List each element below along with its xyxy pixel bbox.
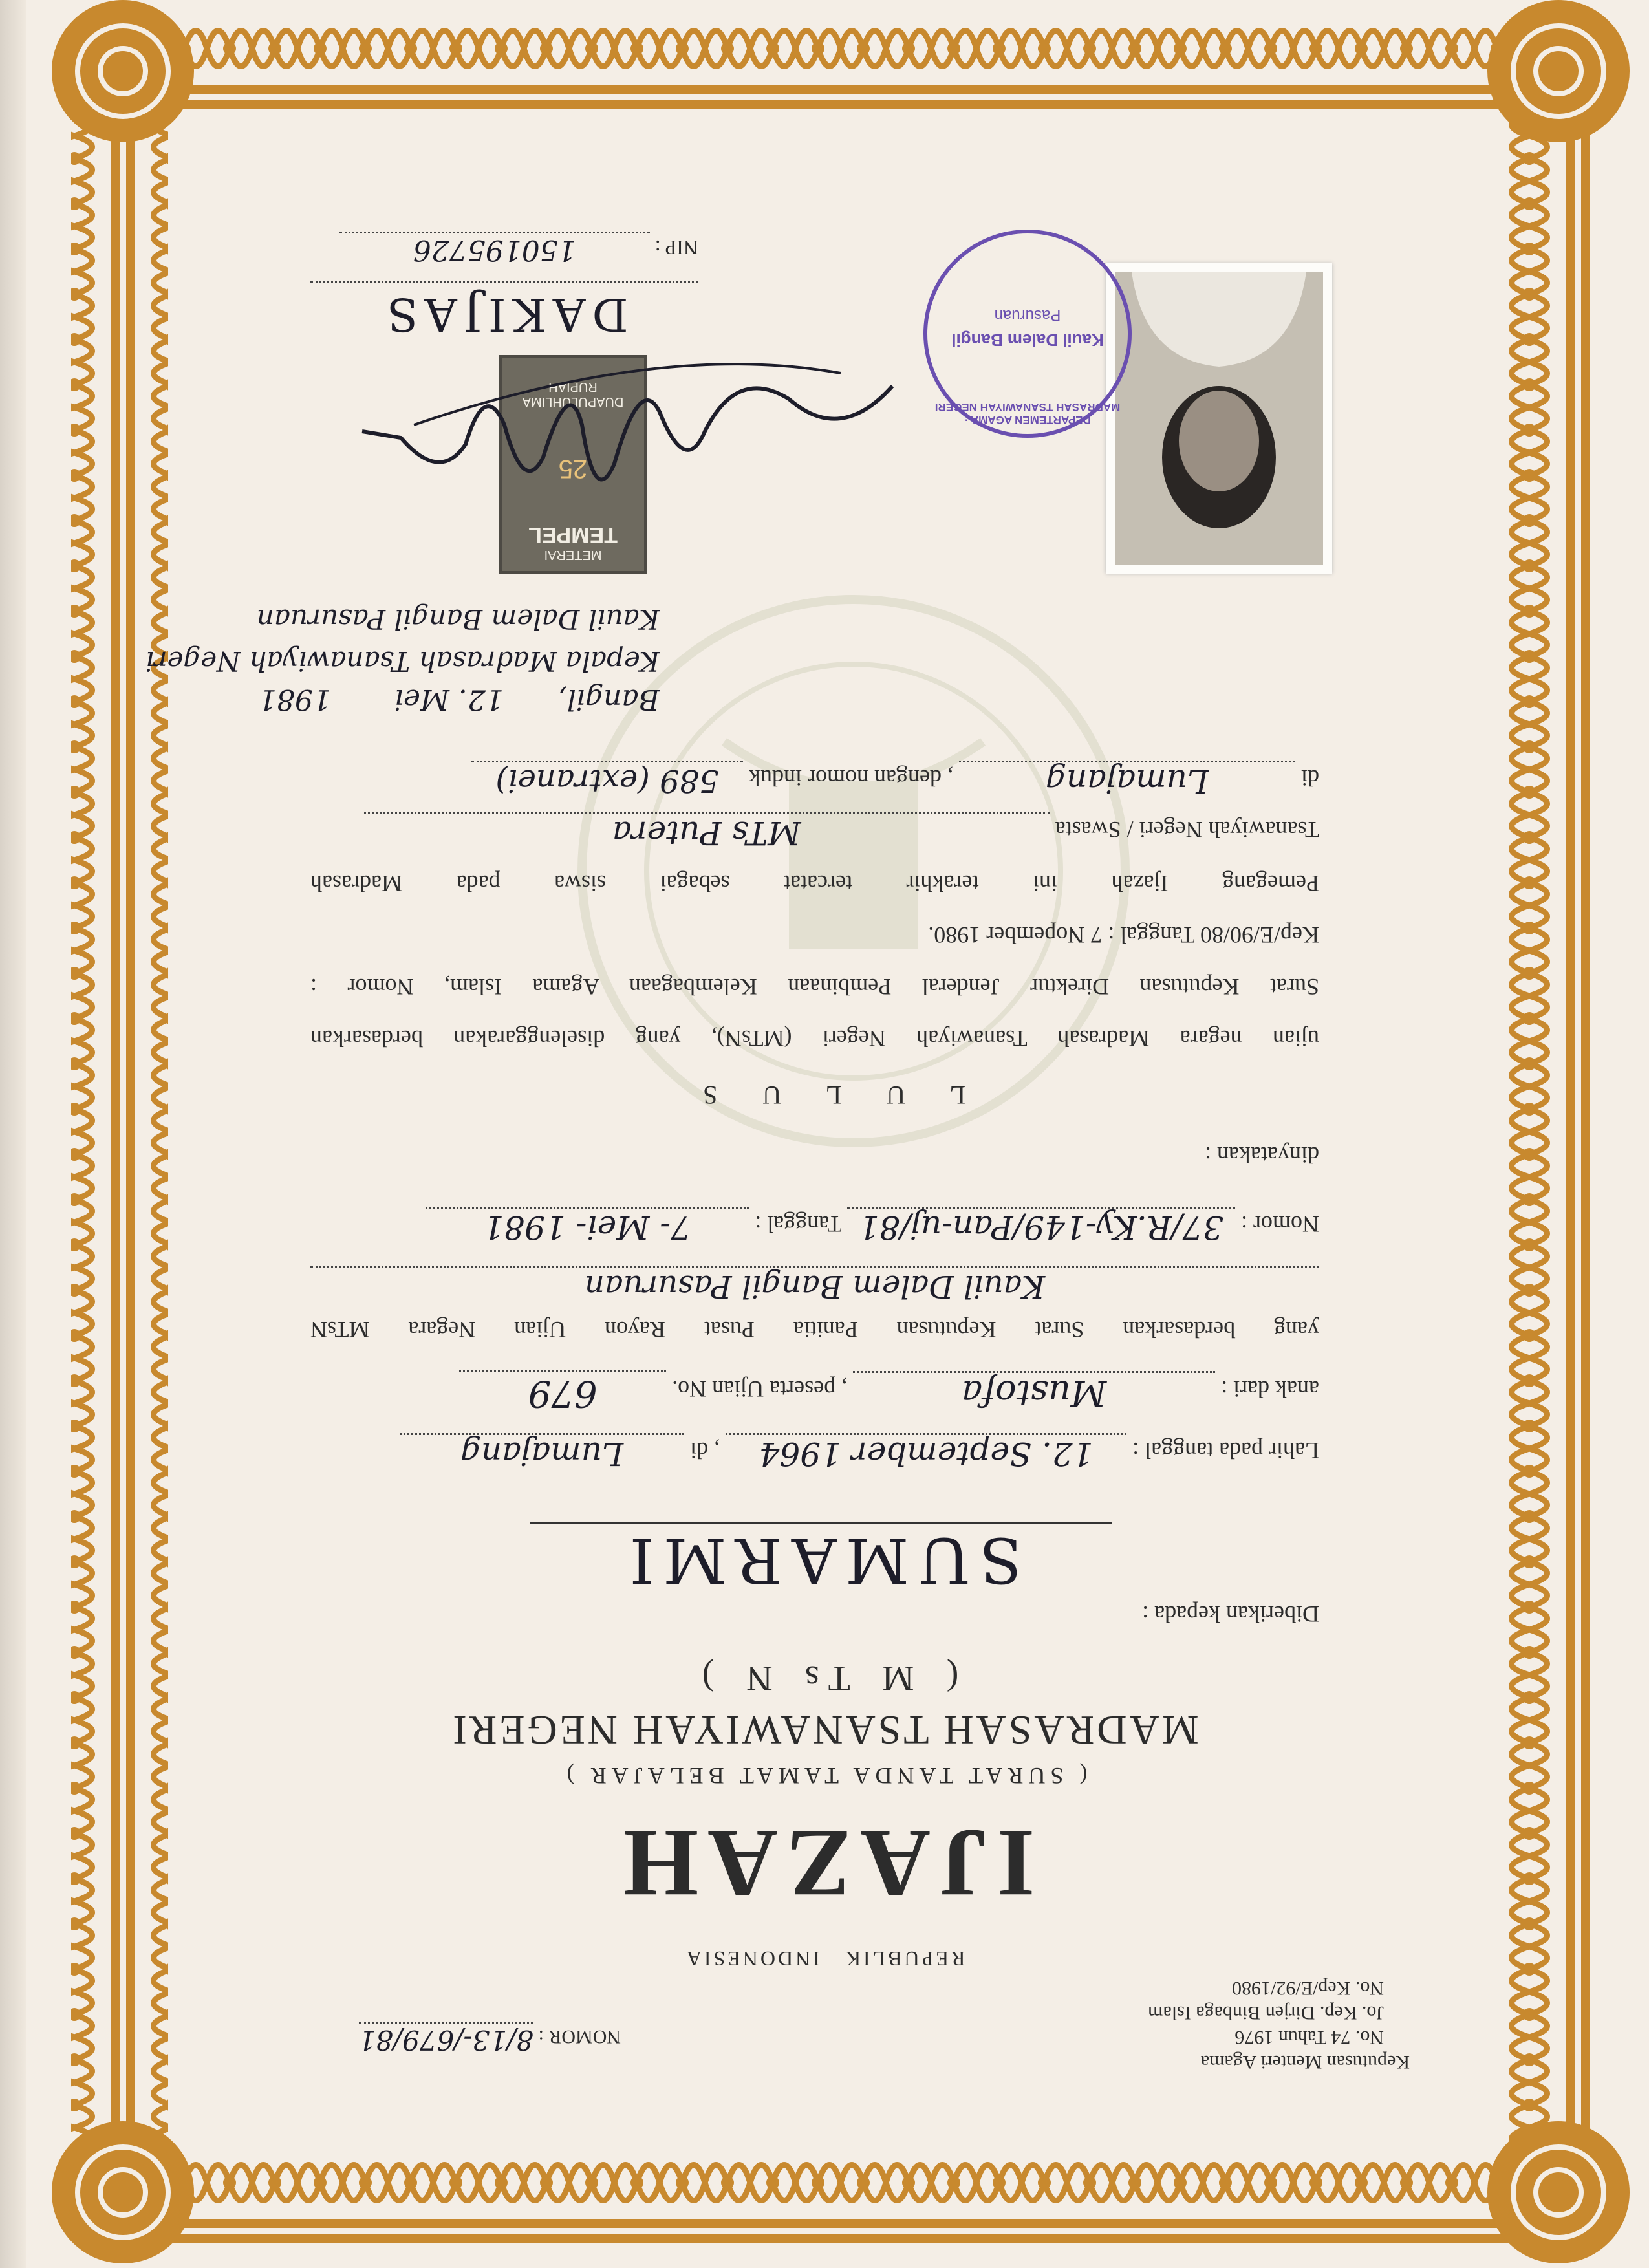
school-type: MADRASAH TSANAWIYAH NEGERI — [450, 1707, 1199, 1753]
index-number-label: , dengan nomor induk — [749, 765, 953, 791]
official-school-stamp — [923, 230, 1132, 438]
committee-number: 37/R.Ky-149/Pan-uj/81 — [847, 1207, 1235, 1246]
decree-line: No. 74 Tahun 1976 — [1234, 2027, 1384, 2048]
ijazah-title: IJAZAH — [614, 1809, 1035, 1917]
decree-reference — [1148, 1976, 1410, 2074]
holder-place-label: di — [1300, 765, 1319, 791]
certificate-number — [359, 2022, 621, 2056]
birth-label: Lahir pada tanggal : — [1132, 1438, 1319, 1463]
committee-place: Kauil Dalem Bangil Pasuruan — [310, 1266, 1319, 1304]
committee-text: yang berdasarkan Surat Keputusan Panitia Pusat Rayon Ujian Negara MTsN — [310, 1317, 1319, 1343]
committee-decree-row — [310, 1207, 1319, 1246]
recipient-name-line — [530, 1522, 1112, 1595]
committee-date: 7- Mei- 1981 — [426, 1207, 749, 1246]
stamp-inner-line-2: Pasuruan — [994, 307, 1061, 324]
decree-line: No. Kep/E/92/1980 — [1232, 1978, 1384, 1999]
holder-school-row — [310, 812, 1319, 852]
parent-name: Mustofa — [853, 1371, 1215, 1414]
nomor-label: NOMOR : — [538, 2026, 621, 2047]
exam-number-label: , peserta Ujian No. — [672, 1376, 848, 1402]
parent-row — [310, 1370, 1319, 1414]
stated-label: dinyatakan : — [1205, 1142, 1319, 1168]
signature-scribble — [336, 328, 918, 535]
nip-value: 150195726 — [339, 232, 650, 266]
ijazah-subtitle: ( SURAT TANDA TAMAT BELAJAR ) — [561, 1763, 1088, 1789]
holder-place-row — [310, 761, 1319, 800]
holder-school-label: Tsanawiyah Negeri / Swasta — [1055, 817, 1319, 843]
nip-row — [310, 232, 698, 266]
given-to-label: Diberikan kepada : — [1142, 1601, 1319, 1627]
birth-date: 12. September 1964 — [726, 1433, 1126, 1473]
stamp-outer-text: DEPARTEMEN AGAMA · MADRASAH TSANAWIYAH NEGERI — [934, 401, 1121, 426]
committee-number-label: Nomor : — [1241, 1211, 1319, 1237]
declaration-line-2: Surat Keputusan Direktur Jenderal Pembinaan Kelembagaan Agama Islam, Nomor : — [310, 974, 1319, 1000]
exam-number: 679 — [459, 1370, 666, 1414]
recipient-name: SUMARMI — [620, 1524, 1022, 1596]
index-number: 589 (extranei) — [471, 761, 743, 799]
nip-label: NIP : — [654, 236, 698, 259]
principal-title-1: Kepala Madrasah Tsanawiyah Negeri — [146, 645, 660, 677]
holder-place: Lumajang — [959, 761, 1295, 800]
stamp-text-1: DUAPULUHLIMA — [522, 394, 624, 409]
signing-place-date: Bangil, 12. Mei 1981 — [258, 683, 660, 716]
stamp-value: 25 — [558, 455, 588, 483]
stamp-inner-line-1: Kauil Dalem Bangil — [951, 330, 1104, 350]
decree-line: Jo. Kep. Dirjen Binbaga Islam — [1148, 2002, 1384, 2024]
parent-label: anak dari : — [1221, 1376, 1319, 1402]
declaration-line-3: Kep/E/90/80 Tanggal : 7 Nopember 1980. — [928, 922, 1319, 948]
birth-row — [310, 1433, 1319, 1473]
stamp-top-text: METERAI — [544, 548, 602, 562]
birth-place: Lumajang — [400, 1433, 684, 1473]
declaration-line-1: ujian negara Madrasah Tsanawiyah Negeri (MTsN), yang diselenggarakan berdasarkan — [310, 1026, 1319, 1052]
nomor-value: 8/13-/679/81 — [359, 2022, 534, 2056]
school-abbreviation: ( M Ts N ) — [690, 1658, 959, 1698]
student-photo — [1106, 263, 1332, 574]
portrait-photo — [1106, 263, 1332, 574]
decree-line: Keputusan Menteri Agama — [1200, 2051, 1410, 2073]
birth-place-label: , di — [690, 1438, 720, 1463]
country-heading: REPUBLIK INDONESIA — [684, 1947, 965, 1971]
stamp-text-2: RUPIAH — [548, 380, 598, 394]
holder-line-1: Pemegang Ijazah ini terakhir tercatat sebagai siswa pada Madrasah — [310, 870, 1319, 896]
principal-name: DAKIJAS — [380, 288, 629, 341]
holder-school: MTs Putera — [364, 812, 1050, 852]
stamp-mid-text: TEMPEL — [528, 523, 618, 547]
result-passed: L U L U S — [684, 1081, 965, 1110]
principal-title-2: Kauil Dalem Bangil Pasuruan — [256, 603, 660, 635]
committee-date-label: Tanggal : — [755, 1211, 842, 1237]
principal-name-line — [310, 281, 698, 341]
